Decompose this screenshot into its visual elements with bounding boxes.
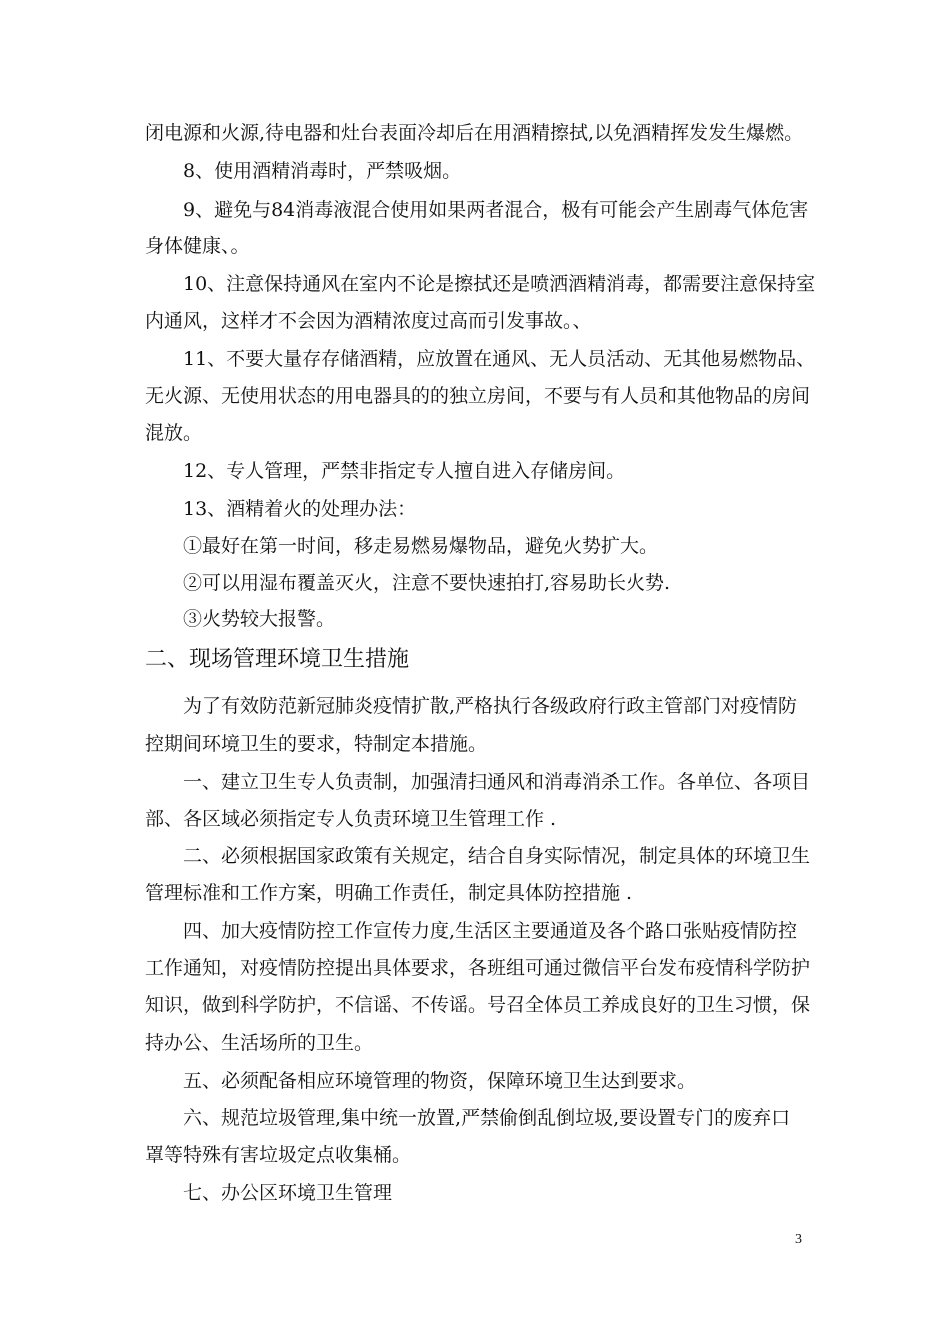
text-line: 一、建立卫生专人负责制，加强清扫通风和消毒消杀工作。各单位、各项目: [183, 771, 811, 793]
text-line: 控期间环境卫生的要求，特制定本措施。: [145, 733, 488, 755]
text-line: 闭电源和火源,待电器和灶台表面冷却后在用酒精擦拭,以免酒精挥发发生爆燃。: [145, 122, 804, 144]
text-line: 11、不要大量存存储酒精，应放置在通风、无人员活动、无其他易燃物品、: [183, 348, 816, 370]
text-line: 混放。: [145, 422, 203, 444]
text-line: 部、各区域必须指定专人负责环境卫生管理工作 .: [145, 808, 557, 830]
text-line: 12、专人管理，严禁非指定专人擅自进入存储房间。: [183, 460, 626, 482]
text-line: 四、加大疫情防控工作宣传力度,生活区主要通道及各个路口张贴疫情防控: [183, 920, 798, 942]
text-line: ①最好在第一时间，移走易燃易爆物品，避免火势扩大。: [183, 535, 659, 557]
text-line: 持办公、生活场所的卫生。: [145, 1032, 374, 1054]
text-line: 七、办公区环境卫生管理: [183, 1182, 393, 1204]
text-line: 五、必须配备相应环境管理的物资，保障环境卫生达到要求。: [183, 1070, 697, 1092]
section-heading: 二、现场管理环境卫生措施: [145, 647, 410, 672]
text-line: 9、避免与84消毒液混合使用如果两者混合，极有可能会产生剧毒气体危害: [183, 199, 809, 221]
text-line: 六、规范垃圾管理,集中统一放置,严禁偷倒乱倒垃圾,要设置专门的废弃口: [183, 1107, 791, 1129]
text-line: 罩等特殊有害垃圾定点收集桶。: [145, 1144, 412, 1166]
text-line: 无火源、无使用状态的用电器具的的独立房间，不要与有人员和其他物品的房间: [145, 385, 811, 407]
text-line: ②可以用湿布覆盖灭火，注意不要快速拍打,容易助长火势.: [183, 572, 671, 594]
page-number: 3: [795, 1232, 802, 1247]
text-line: 8、使用酒精消毒时，严禁吸烟。: [183, 160, 462, 182]
text-line: 工作通知，对疫情防控提出具体要求，各班组可通过微信平台发布疫情科学防护: [145, 957, 811, 979]
text-line: 内通风，这样才不会因为酒精浓度过高而引发事故。、: [145, 310, 592, 332]
text-line: 管理标准和工作方案，明确工作责任，制定具体防控措施 .: [145, 882, 633, 904]
text-line: 10、注意保持通风在室内不论是擦拭还是喷洒酒精消毒，都需要注意保持室: [183, 273, 816, 295]
text-line: ③火势较大报警。: [183, 608, 336, 630]
text-line: 身体健康、。: [145, 235, 250, 257]
text-line: 二、必须根据国家政策有关规定，结合自身实际情况，制定具体的环境卫生: [183, 845, 811, 867]
text-line: 为了有效防范新冠肺炎疫情扩散,严格执行各级政府行政主管部门对疫情防: [183, 695, 798, 717]
text-line: 13、酒精着火的处理办法：: [183, 498, 417, 520]
text-line: 知识，做到科学防护，不信谣、不传谣。号召全体员工养成良好的卫生习惯，保: [145, 994, 811, 1016]
